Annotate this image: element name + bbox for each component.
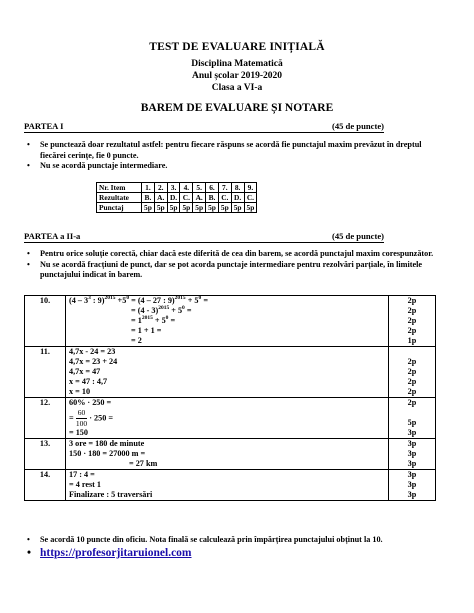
exercise-number: 12. [25, 398, 66, 439]
barem-title: BAREM DE EVALUARE ȘI NOTARE [140, 102, 334, 114]
item-number: 7. [218, 183, 231, 193]
row-label: Nr. Item [97, 183, 142, 193]
fraction-denominator: 100 [75, 419, 88, 428]
results-row [97, 193, 257, 203]
points-row [97, 203, 257, 213]
solution-line: 4,7x = 47 [69, 367, 101, 376]
footer [24, 534, 444, 559]
exercise-number: 11. [25, 347, 66, 398]
item-number: 5. [193, 183, 206, 193]
line-points: 2p [407, 387, 417, 396]
instruction-item: • Nu se acordă fracțiuni de punct, dar se pot acorda punctaje intermediare pentru rezolvări parțiale, în limitele punctajului indicat în barem. [24, 260, 434, 281]
line-points: 2p [407, 306, 417, 315]
points-cell: 5p [244, 203, 257, 213]
class-level: Clasa a VI-a [211, 83, 263, 93]
result-cell: A. [193, 193, 206, 203]
solution-line: Finalizare : 5 traversări [69, 490, 153, 499]
instruction-item: • Nu se acordă punctaje intermediare. [24, 161, 434, 172]
result-cell: C. [180, 193, 193, 203]
result-cell: B. [142, 193, 155, 203]
part1-title: PARTEA I [24, 121, 64, 131]
table-row [25, 470, 436, 501]
part2-title: PARTEA a II-a [24, 231, 81, 241]
item-number: 4. [180, 183, 193, 193]
result-cell: D. [231, 193, 244, 203]
line-points: 3p [407, 490, 417, 499]
solution-line: ($4 - 3^3$ : $9)^{2015} +5^0 = (4 - 27$ : $9)^{2015} + 5^0$ = [69, 295, 208, 305]
part1-points: (45 de puncte) [331, 121, 384, 131]
solution-line: = $1^{2015} + 5^0$ = [131, 315, 176, 325]
line-points: 3p [407, 449, 417, 458]
points-cell: 5p [180, 203, 193, 213]
fraction-numerator: 60 [77, 408, 86, 417]
line-points: 3p [407, 480, 417, 489]
line-points: 2p [407, 357, 417, 366]
solution-cell [66, 398, 389, 439]
part2-points: (45 de puncte) [331, 231, 384, 241]
result-cell: D. [167, 193, 180, 203]
part2-heading [24, 231, 384, 243]
line-points: 2p [407, 367, 417, 376]
part2-barem-table [24, 295, 436, 501]
line-points: 3p [407, 470, 417, 479]
solution-line: 17 : 4 = [69, 470, 95, 479]
table-row [25, 439, 436, 470]
fraction [76, 408, 88, 429]
result-cell: B. [206, 193, 219, 203]
points-cell: 5p [218, 203, 231, 213]
table-row [25, 296, 436, 347]
instruction-item: • Pentru orice soluție corectă, chiar dacă este diferită de cea din barem, se acordă punctajul maxim corespunzător. [24, 249, 434, 260]
part1-heading [24, 121, 384, 133]
exercise-number: 10. [25, 296, 66, 347]
website-link-item [24, 547, 444, 559]
solution-cell [66, 439, 389, 470]
item-number: 9. [244, 183, 257, 193]
solution-line: = 2 [131, 336, 142, 345]
points-cell: 5p [167, 203, 180, 213]
solution-line: 150 · 180 = 27000 m = [69, 449, 146, 458]
line-points: 3p [407, 428, 417, 437]
solution-line: x = 10 [69, 387, 91, 396]
solution-line: 3 ore = 180 de minute [69, 439, 145, 448]
points-cell [389, 296, 436, 347]
line-points [389, 347, 435, 357]
solution-line: = 27 km [129, 459, 158, 468]
line-points: 1p [407, 336, 417, 345]
points-cell: 5p [142, 203, 155, 213]
points-cell: 5p [193, 203, 206, 213]
line-points [389, 408, 435, 418]
exercise-number: 14. [25, 470, 66, 501]
website-link[interactable]: https://profesorjitaruionel.com [40, 547, 192, 559]
solution-line: x = 47 : 4,7 [69, 377, 108, 386]
part1-answer-table [96, 182, 257, 213]
item-number-row [97, 183, 257, 193]
table-row [25, 347, 436, 398]
solution-cell [66, 347, 389, 398]
solution-line: 4,7x - 24 = 23 [69, 347, 116, 356]
part1-instructions [24, 140, 434, 172]
solution-line: = 150 [69, 428, 88, 437]
points-cell [389, 347, 436, 398]
instruction-item: • Se punctează doar rezultatul astfel: pentru fiecare răspuns se acordă fie punctajul maxim prevăzut în dreptul fiecărei cerințe, fie 0 puncte. [24, 140, 434, 161]
solution-line: = 4 rest 1 [69, 480, 102, 489]
discipline: Disciplina Matematică [191, 59, 283, 69]
table-row [25, 398, 436, 439]
line-points: 2p [407, 296, 417, 305]
solution-line: = $(4 - 3)^{2015} + 5^0$ = [131, 305, 192, 315]
points-cell [389, 398, 436, 439]
test-title: TEST DE EVALUARE INIȚIALĂ [149, 41, 325, 53]
line-points: 3p [407, 459, 417, 468]
item-number: 2. [154, 183, 167, 193]
part2-instructions [24, 249, 434, 281]
line-points: 5p [407, 418, 417, 427]
final-note: • Se acordă 10 puncte din oficiu. Nota finală se calculează prin împărțirea punctajului obținut la 10. [24, 534, 444, 545]
line-points: 2p [407, 398, 417, 407]
row-label: Rezultate [97, 193, 142, 203]
points-cell: 5p [206, 203, 219, 213]
item-number: 3. [167, 183, 180, 193]
result-cell: C. [218, 193, 231, 203]
solution-cell [66, 470, 389, 501]
result-cell: C. [244, 193, 257, 203]
solution-line: 60% · 250 = [69, 398, 112, 407]
solution-line: = 1 + 1 = [131, 326, 162, 335]
line-points: 2p [407, 377, 417, 386]
solution-cell [66, 296, 389, 347]
line-points: 2p [407, 316, 417, 325]
school-year: Anul școlar 2019-2020 [191, 71, 283, 81]
solution-line-fraction: = $\frac{60}{100}$ · 250 = [69, 408, 114, 428]
line-points: 3p [407, 439, 417, 448]
result-cell: A. [154, 193, 167, 203]
row-label: Punctaj [97, 203, 142, 213]
points-cell: 5p [231, 203, 244, 213]
line-points: 2p [407, 326, 417, 335]
item-number: 1. [142, 183, 155, 193]
solution-line: 4,7x = 23 + 24 [69, 357, 118, 366]
points-cell [389, 470, 436, 501]
points-cell [389, 439, 436, 470]
item-number: 8. [231, 183, 244, 193]
exercise-number: 13. [25, 439, 66, 470]
fraction-rest: · 250 = [89, 413, 114, 423]
points-cell: 5p [154, 203, 167, 213]
item-number: 6. [206, 183, 219, 193]
